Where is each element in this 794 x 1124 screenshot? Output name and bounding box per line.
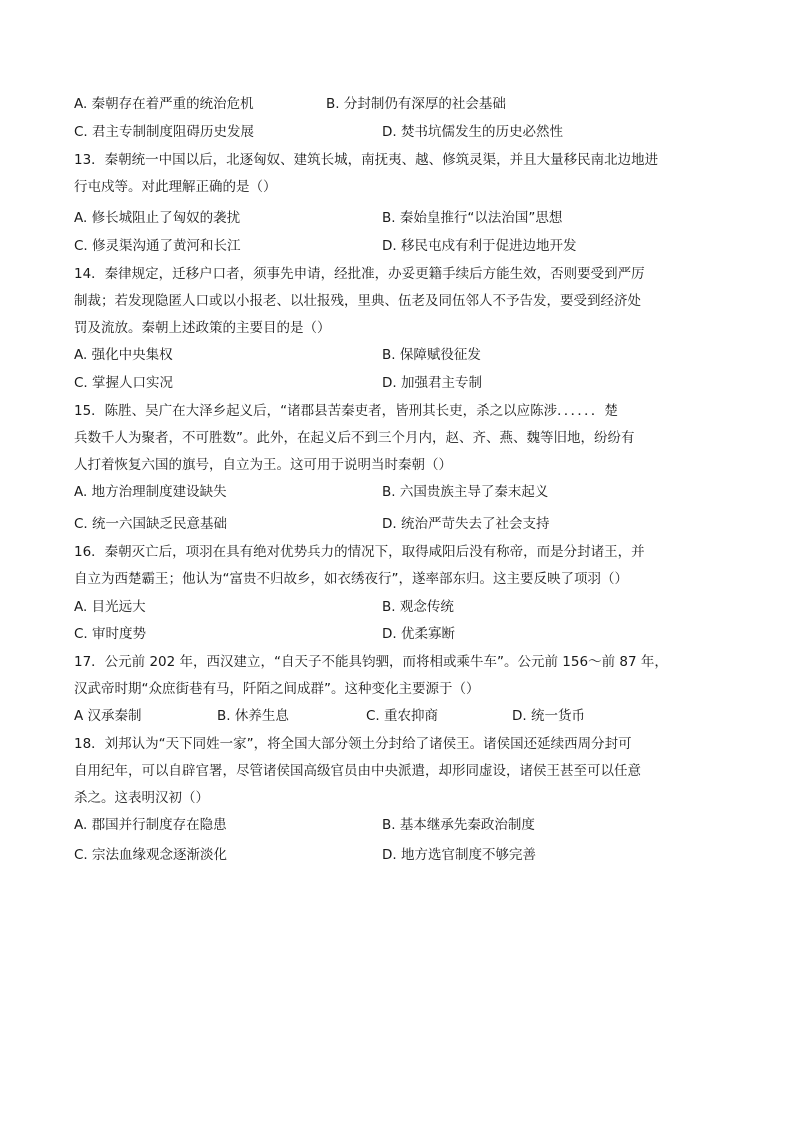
q15-options-row-1: [74, 482, 714, 502]
q18-line-2: 自用纪年，可以自辟官署，尽管诸侯国高级官员由中央派遣，却形同虚设，诸侯王甚至可以任意: [74, 763, 641, 779]
q15-option-c: C. 统一六国缺乏民意基础: [74, 516, 228, 532]
q17-line-2: 汉武帝时期“众庶街巷有马，阡陌之间成群”。这种变化主要源于（）: [74, 681, 480, 697]
q14-options-row-2: [74, 373, 714, 393]
q14-line-2: 制裁；若发现隐匿人口或以小报老、以壮报残，里典、伍老及同伍邻人不予告发，要受到经济处: [74, 293, 641, 309]
q15-option-d: D. 统治严苛失去了社会支持: [382, 516, 550, 532]
q18-line-3: 杀之。这表明汉初（）: [74, 790, 209, 806]
q13-stem: [74, 150, 674, 204]
q16-line-2: 自立为西楚霸王；他认为“富贵不归故乡，如衣绣夜行”，遂率部东归。这主要反映了项羽（）: [74, 571, 628, 587]
q17-option-d: D. 统一货币: [512, 708, 585, 724]
q17-stem: [74, 652, 674, 706]
q12-option-c: C. 君主专制制度阻碍历史发展: [74, 124, 255, 140]
q15-option-b: B. 六国贵族主导了秦末起义: [382, 484, 549, 500]
q13-option-c: C. 修灵渠沟通了黄河和长江: [74, 238, 241, 254]
q18-option-b: B. 基本继承先秦政治制度: [382, 817, 535, 833]
q13-line-1: 13．秦朝统一中国以后，北逐匈奴、建筑长城，南抚夷、越、修筑灵渠，并且大量移民南北边地进: [74, 152, 659, 168]
q14-options-row-1: [74, 345, 714, 365]
q15-option-a: A. 地方治理制度建设缺失: [74, 484, 227, 500]
q17-options-row: [74, 706, 714, 726]
q14-stem: [74, 264, 674, 345]
q18-options-row-1: [74, 815, 714, 835]
q15-stem: [74, 401, 674, 482]
q13-line-2: 行屯戍等。对此理解正确的是（）: [74, 179, 277, 195]
q12-options-row-1: [74, 94, 714, 114]
q13-option-d: D. 移民屯戍有利于促进边地开发: [382, 238, 577, 254]
q16-option-b: B. 观念传统: [382, 599, 454, 615]
q13-options-row-2: [74, 236, 714, 256]
q12-option-b: B. 分封制仍有深厚的社会基础: [326, 96, 506, 112]
q16-stem: [74, 542, 674, 596]
q15-line-1: 15．陈胜、吴广在大泽乡起义后，“诸郡县苦秦吏者，皆刑其长吏，杀之以应陈涉．．．．．．楚: [74, 403, 618, 419]
q12-options-row-2: [74, 122, 714, 142]
q18-stem: [74, 734, 674, 815]
q14-option-d: D. 加强君主专制: [382, 375, 482, 391]
q16-options-row-2: [74, 624, 714, 644]
q18-option-a: A. 郡国并行制度存在隐患: [74, 817, 227, 833]
q14-option-b: B. 保障赋役征发: [382, 347, 481, 363]
q16-option-c: C. 审时度势: [74, 626, 147, 642]
q15-line-2: 兵数千人为聚者，不可胜数”。此外，在起义后不到三个月内，赵、齐、燕、魏等旧地，纷纷有: [74, 430, 635, 446]
q17-line-1: 17．公元前 202 年，西汉建立，“自天子不能具钧驷，而将相或乘牛车”。公元前 156～前 87 年，: [74, 654, 668, 670]
q15-line-3: 人打着恢复六国的旗号，自立为王。这可用于说明当时秦朝（）: [74, 457, 452, 473]
q16-options-row-1: [74, 597, 714, 617]
q18-options-row-2: [74, 845, 714, 865]
q17-option-c: C. 重农抑商: [366, 708, 439, 724]
q12-option-a: A. 秦朝存在着严重的统治危机: [74, 96, 254, 112]
q13-options-row-1: [74, 208, 714, 228]
q18-line-1: 18．刘邦认为“天下同姓一家”，将全国大部分领土分封给了诸侯王。诸侯国还延续西周分封可: [74, 736, 632, 752]
q16-option-a: A. 目光远大: [74, 599, 146, 615]
q16-line-1: 16．秦朝灭亡后，项羽在具有绝对优势兵力的情况下，取得咸阳后没有称帝，而是分封诸王，并: [74, 544, 645, 560]
q14-option-a: A. 强化中央集权: [74, 347, 173, 363]
q18-option-d: D. 地方选官制度不够完善: [382, 847, 536, 863]
q14-line-3: 罚及流放。秦朝上述政策的主要目的是（）: [74, 320, 331, 336]
q12-option-d: D. 焚书坑儒发生的历史必然性: [382, 124, 563, 140]
q17-option-a: A 汉承秦制: [74, 708, 142, 724]
q13-option-b: B. 秦始皇推行“以法治国”思想: [382, 210, 563, 226]
q17-option-b: B. 休养生息: [217, 708, 289, 724]
q13-option-a: A. 修长城阻止了匈奴的袭扰: [74, 210, 241, 226]
q14-option-c: C. 掌握人口实况: [74, 375, 174, 391]
q16-option-d: D. 优柔寡断: [382, 626, 455, 642]
q14-line-1: 14．秦律规定，迁移户口者，须事先申请，经批准，办妥更籍手续后方能生效，否则要受到严厉: [74, 266, 645, 282]
q18-option-c: C. 宗法血缘观念逐渐淡化: [74, 847, 228, 863]
q15-options-row-2: [74, 514, 714, 534]
